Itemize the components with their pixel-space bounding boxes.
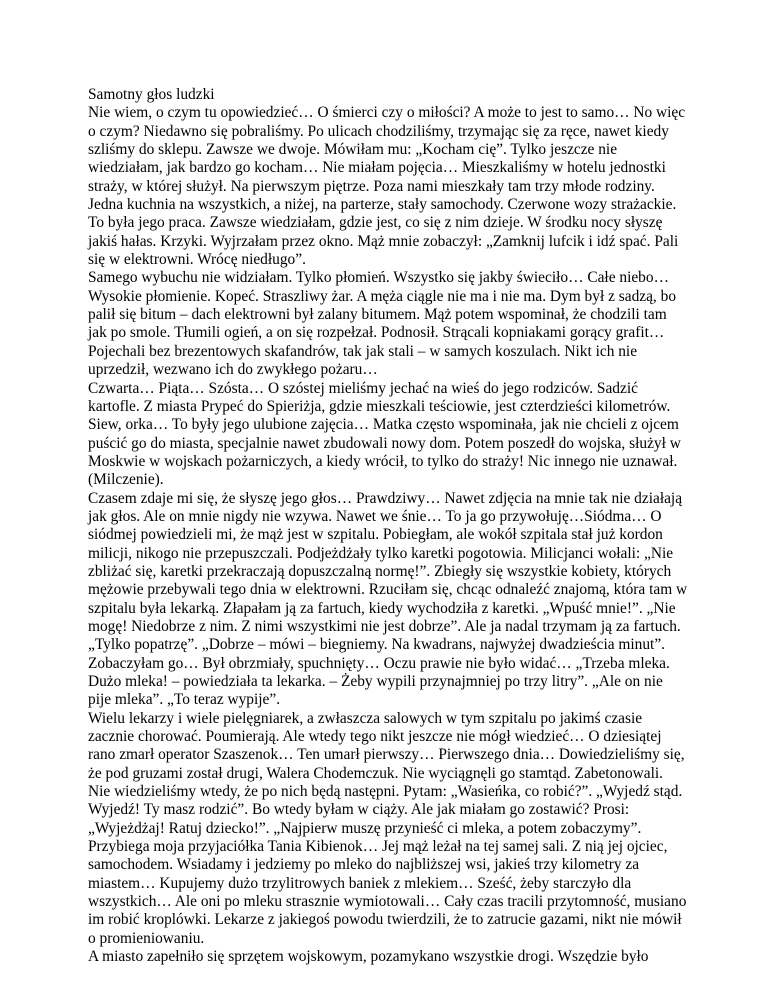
document-title: Samotny głos ludzki — [88, 86, 215, 103]
paragraph: Czasem zdaje mi się, że słyszę jego głos… Prawdziwy… Nawet zdjęcia na mnie tak nie działają jak głos. Ale on mnie nigdy nie wzywa. Nawet we śnie… To ja go przywołuję…Siódma… O siódmej powiedzieli mi, że mąż jest w szpitalu. Pobiegłam, ale wokół szpitala stał już kordon milicji, nikogo nie przepuszczali. Podjeżdżały tylko karetki pogotowia. Milicjanci wołali: „Nie zbliżać się, karetki przekraczają dopuszczalną normę!”. Zbiegły się wszystkie kobiety, których mężowie przebywali tego dnia w elektrowni. Rzuciłam się, chcąc odnaleźć znajomą, która tam w szpitalu była lekarką. Złapałam ją za fartuch, kiedy wychodziła z karetki. „Wpuść mnie!”. „Nie mogę! Niedobrze z nim. Z nimi wszystkimi nie jest dobrze”. Ale ja nadal trzymam ją za fartuch. „Tylko popatrzę”. „Dobrze – mówi – biegniemy. Na kwadrans, najwyżej dwadzieścia minut”. Zobaczyłam go… Był obrzmiały, spuchnięty… Oczu prawie nie było widać… „Trzeba mleka. Dużo mleka! – powiedziała ta lekarka. – Żeby wypili przynajmniej po trzy litry”. „Ale on nie pije mleka”. „To teraz wypije”. — [88, 489, 688, 709]
paragraph: A miasto zapełniło się sprzętem wojskowym, pozamykano wszystkie drogi. Wszędzie było — [88, 948, 649, 966]
paragraph: Wielu lekarzy i wiele pielęgniarek, a zwłaszcza salowych w tym szpitalu po jakimś czasie zacznie chorować. Poumierają. Ale wtedy tego nikt jeszcze nie mógł wiedzieć… O dziesiątej rano zmarł operator Szaszenok… Ten umarł pierwszy… Pierwszego dnia… Dowiedzieliśmy się, że pod gruzami został drugi, Walera Chodemczuk. Nie wyciągnęli go stamtąd. Zabetonowali. Nie wiedzieliśmy wtedy, że po nich będą następni. Pytam: „Wasieńka, co robić?”. „Wyjedź stąd. Wyjedź! Ty masz rodzić”. Bo wtedy byłam w ciąży. Ale jak miałam go zostawić? Prosi: „Wyjeżdżaj! Ratuj dziecko!”. „Najpierw muszę przynieść ci mleka, a potem zobaczymy”. Przybiega moja przyjaciółka Tania Kibienok… Jej mąż leżał na tej samej sali. Z nią jej ojciec, samochodem. Wsiadamy i jedziemy po mleko do najbliższej wsi, jakieś trzy kilometry za miastem… Kupujemy dużo trzylitrowych baniek z mlekiem… Sześć, żeby starczyło dla wszystkich… Ale oni po mleku strasznie wymiotowali… Cały czas tracili przytomność, musiano im robić kroplówki. Lekarze z jakiegoś powodu twierdzili, że to zatrucie gazami, nikt nie mówił o promieniowaniu. — [88, 709, 687, 947]
paragraph: Samego wybuchu nie widziałam. Tylko płomień. Wszystko się jakby świeciło… Całe niebo… Wysokie płomienie. Kopeć. Straszliwy żar. A męża ciągle nie ma i nie ma. Dym był z sadzą, bo palił się bitum – dach elektrowni był zalany bitumem. Mąż potem wspominał, że chodzili tam jak po smole. Tłumili ogień, a on się rozpełzał. Podnosił. Strącali kopniakami gorący grafit… Pojechali bez brezentowych skafandrów, tak jak stali – w samych koszulach. Nikt ich nie uprzedził, wezwano ich do zwykłego pożaru… — [88, 269, 677, 379]
paragraph: Nie wiem, o czym tu opowiedzieć… O śmierci czy o miłości? A może to jest to samo… No więc o czym? Niedawno się pobraliśmy. Po ulicach chodziliśmy, trzymając się za ręce, nawet kiedy szliśmy do sklepu. Zawsze we dwoje. Mówiłam mu: „Kocham cię”. Tylko jeszcze nie wiedziałam, jak bardzo go kocham… Nie miałam pojęcia… Mieszkaliśmy w hotelu jednostki straży, w której służył. Na pierwszym piętrze. Poza nami mieszkały tam trzy młode rodziny. Jedna kuchnia na wszystkich, a niżej, na parterze, stały samochody. Czerwone wozy strażackie. To była jego praca. Zawsze wiedziałam, gdzie jest, co się z nim dzieje. W środku nocy słyszę jakiś hałas. Krzyki. Wyjrzałam przez okno. Mąż mnie zobaczył: „Zamknij lufcik i idź spać. Pali się w elektrowni. Wrócę niedługo”. — [88, 104, 686, 269]
document-page — [88, 86, 688, 967]
paragraph: Czwarta… Piąta… Szósta… O szóstej mieliśmy jechać na wieś do jego rodziców. Sadzić kartofle. Z miasta Prypeć do Spieriżja, gdzie mieszkali teściowie, jest czterdzieści kilometrów. Siew, orka… To były jego ulubione zajęcia… Matka często wspominała, jak nie chcieli z ojcem puścić go do miasta, specjalnie nawet zbudowali nowy dom. Potem poszedł do wojska, służył w Moskwie w wojskach pożarniczych, a kiedy wrócił, to tylko do straży! Nic innego nie uznawał. (Milczenie). — [88, 379, 681, 489]
